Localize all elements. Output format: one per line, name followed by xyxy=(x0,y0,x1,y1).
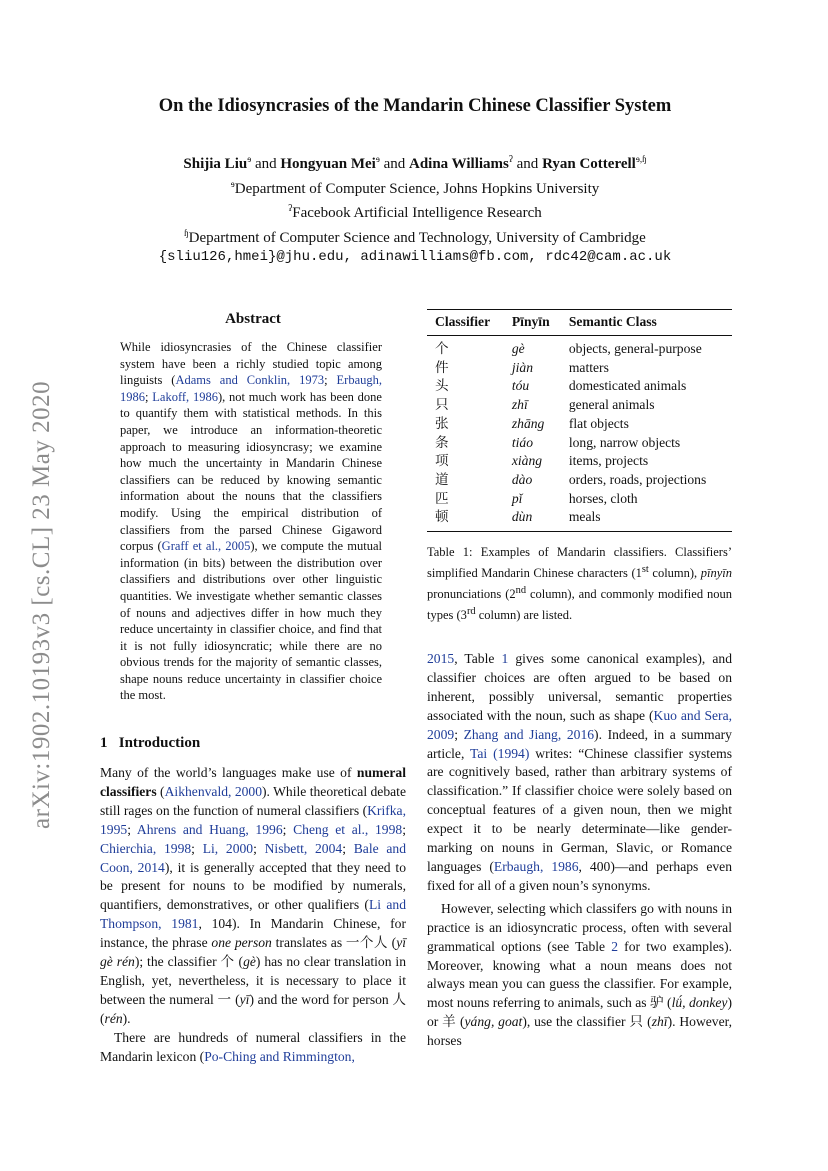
citation-link[interactable]: Erbaugh, 1986 xyxy=(493,858,579,874)
table-row: 匹 pǐ horses, cloth xyxy=(435,490,638,506)
citation-link[interactable]: Graff et al., 2005 xyxy=(161,539,251,554)
citation-link[interactable]: Erbaugh, 1986 xyxy=(120,373,382,404)
citation-link[interactable]: Chierchia, 1998 xyxy=(100,840,192,856)
column-header: Classifier xyxy=(427,310,504,336)
author-emails[interactable]: {sliu126,hmei}@jhu.edu, adinawilliams@fb.com, rdc42@cam.ac.uk xyxy=(158,249,672,265)
citation-link[interactable]: 2015 xyxy=(427,651,455,666)
table-row: 条 tiáo long, narrow objects xyxy=(435,434,681,450)
table-reference-link[interactable]: 2 xyxy=(611,938,619,954)
table-reference-link[interactable]: 1 xyxy=(501,651,509,666)
column-header: Pīnyīn xyxy=(504,310,561,336)
right-column xyxy=(427,650,732,1051)
intro-paragraph: Many of the world’s languages make use of numeral classifiers (Aikhenvald, 2000). While theoretical debate still rages on the function of numeral classifiers (Krifka, 1995; Ahrens and Huang, 1996; Cheng et al., 1998; Chierchia, 1998; Li, 2000; Nisbett, 2004; Bale and Coon, 2014), it is generally accepted that they need to be present for nouns to be modified by numerals, quantifiers, demonstratives, or other qualifiers (Li and Thompson, 1981, 104). In Mandarin Chinese, for instance, the phrase one person translates as 一个人 (yī gè rén); the classifier 个 (gè) has no clear translation in English, yet, nevertheless, it is necessary to place it between the numeral 一 (yī) and the word for person 人 (rén). xyxy=(100,765,407,1026)
citation-link[interactable]: Adams and Conklin, 1973 xyxy=(175,373,325,388)
section-heading: 1 Introduction xyxy=(100,735,201,751)
author-name: Adina Williams xyxy=(408,156,509,172)
citation-link[interactable]: Aikhenvald, 2000 xyxy=(164,783,263,799)
citation-link[interactable]: Li and Thompson, 1981 xyxy=(100,897,406,932)
author-name: Shijia Liu xyxy=(183,156,248,172)
citation-link[interactable]: Nisbett, 2004 xyxy=(264,840,343,856)
citation-link[interactable]: Cheng et al., 1998 xyxy=(293,821,403,837)
table-row: 张 zhāng flat objects xyxy=(435,415,629,431)
citation-link[interactable]: Kuo and Sera, 2009 xyxy=(427,707,733,742)
table-row: 道 dào orders, roads, projections xyxy=(435,471,707,487)
author-block xyxy=(90,150,740,268)
citation-link[interactable]: Bale and Coon, 2014 xyxy=(100,840,406,875)
author-names: Shijia Liu$^ɘ$ and Hongyuan Mei$^ɘ$ and Adina Williams$^ʔ$ and Ryan Cotterell$^{ɘ,ɧ}$ xyxy=(183,154,647,172)
table-row: 个 gè objects, general-purpose xyxy=(435,341,702,356)
body-paragraph: 2015, Table 1 gives some canonical examples), and classifier choices are often argued to be based on inherent, possibly universal, semantic properties associated with the noun, such as shape (Kuo and Sera, 2009; Zhang and Jiang, 2016). Indeed, in a summary article, Tai (1994) writes: “Chinese classifier systems are cognitively based, rather than arbitrary systems of classification.” If classifier choice were solely based on conceptual features of a given noun, then we might expect it to be nearly determinate—like gender-marking on nouns in German, Slavic, or Romance languages (Erbaugh, 1986, 400)—and perhaps even fixed for all of a given noun’s synonyms. xyxy=(427,651,733,893)
citation-link[interactable]: Po-Ching and Rimmington, xyxy=(204,1048,355,1064)
affiliation: $^ɘ$Department of Computer Science, Johns Hopkins University xyxy=(230,178,600,197)
table-header-row xyxy=(427,310,732,336)
author-name: Ryan Cotterell xyxy=(542,156,636,172)
table-caption: Table 1: Examples of Mandarin classifiers. Classifiers’ simplified Mandarin Chinese characters (1st column), pīnyīn pronunciations (2nd column), and commonly modified noun types (3rd column) are listed. xyxy=(427,545,732,623)
citation-link[interactable]: Lakoff, 1986 xyxy=(152,389,218,404)
author-name: Hongyuan Mei xyxy=(280,156,376,172)
citation-link[interactable]: Krifka, 1995 xyxy=(100,802,406,837)
column-header: Semantic Class xyxy=(561,310,732,336)
citation-link[interactable]: Tai (1994) xyxy=(470,745,530,761)
citation-link[interactable]: Li, 2000 xyxy=(202,840,254,856)
table-row: 头 tóu domesticated animals xyxy=(435,378,687,394)
intro-column xyxy=(100,764,406,1067)
classifier-table xyxy=(427,309,732,532)
table-row: 顿 dùn meals xyxy=(435,509,601,525)
affiliation: $^ɧ$Department of Computer Science and Technology, University of Cambridge xyxy=(184,227,646,246)
table-row: 件 jiàn matters xyxy=(435,359,609,375)
citation-link[interactable]: Zhang and Jiang, 2016 xyxy=(463,726,595,742)
citation-link[interactable]: Ahrens and Huang, 1996 xyxy=(136,821,283,837)
affiliation: $^ʔ$Facebook Artificial Intelligence Research xyxy=(288,203,542,221)
table-row: 项 xiàng items, projects xyxy=(435,453,649,469)
body-paragraph: However, selecting which classifers go with nouns in practice is an idiosyncratic process, often with several grammatical options (see Table 2 for two examples). Moreover, knowing what a noun means does not always mean you can guess the classifier. For example, most nouns referring to animals, such as 驴 (lǘ, donkey) or 羊 (yáng, goat), use the classifier 只 (zhī). However, horses xyxy=(427,900,732,1049)
intro-paragraph: There are hundreds of numeral classifiers in the Mandarin lexicon (Po-Ching and Rimmington, xyxy=(100,1029,406,1064)
abstract-heading: Abstract xyxy=(225,311,281,327)
abstract-body: While idiosyncrasies of the Chinese classifier system have been a richly studied topic among linguists (Adams and Conklin, 1973; Erbaugh, 1986; Lakoff, 1986), not much work has been done to quantify them with statistical methods. In this paper, we introduce an information-theoretic approach to measuring idiosyncrasy; we examine how much the uncertainty in Mandarin Chinese classifiers can be reduced by knowing semantic information about the nouns that the classifiers modify. Using the empirical distribution of classifiers from the parsed Chinese Gigaword corpus (Graff et al., 2005), we compute the mutual information (in bits) between the distribution over classifiers and distributions over other linguistic quantities. We investigate whether semantic classes of nouns and adjectives differ in how much they reduce uncertainty in classifier choice, and find that it is not fully idiosyncratic; while there are no obvious trends for the majority of semantic classes, shape nouns reduce uncertainty in classifier choice the most. xyxy=(120,340,382,703)
arxiv-sidebar-id: arXiv:1902.10193v3 [cs.CL] 23 May 2020 xyxy=(28,380,55,830)
paper-title: On the Idiosyncrasies of the Mandarin Chinese Classifier System xyxy=(158,96,672,116)
table-row: 只 zhī general animals xyxy=(435,397,655,413)
